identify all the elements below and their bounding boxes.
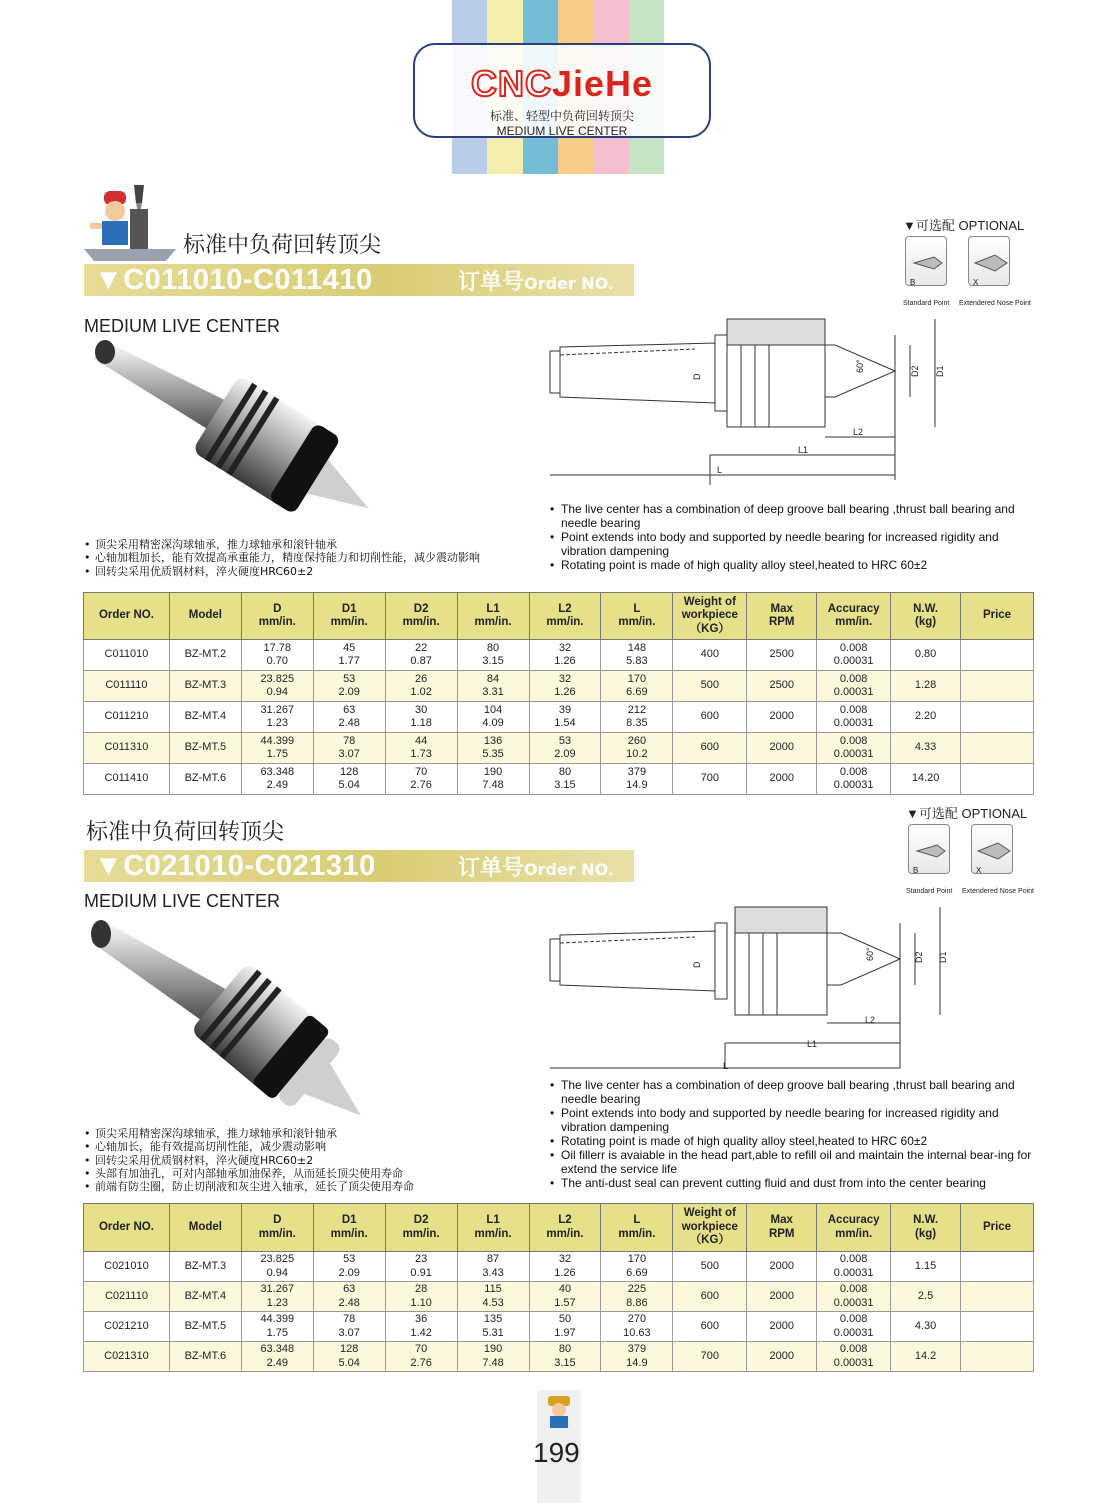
cell-model: BZ-MT.6 (169, 1342, 241, 1372)
section-2-title-cn: 标准中负荷回转顶尖 (86, 820, 285, 845)
cell-d1: 63 2.48 (313, 1282, 385, 1312)
column-header: L2 mm/in. (529, 1204, 601, 1252)
cell-d1: 53 2.09 (313, 671, 385, 702)
section-2-title-en: MEDIUM LIVE CENTER (84, 891, 281, 911)
cell-d2: 26 1.02 (385, 671, 457, 702)
column-header: Price (961, 593, 1034, 640)
product-photo-1 (85, 340, 395, 530)
cell-price (961, 1252, 1034, 1282)
column-header: N.W. (kg) (891, 593, 961, 640)
column-header: Accuracy mm/in. (817, 1204, 891, 1252)
cell-acc: 0.008 0.00031 (817, 1342, 891, 1372)
cell-rpm: 2000 (747, 1342, 817, 1372)
optional-label: ▼可选配 OPTIONAL (903, 218, 1025, 233)
cell-d1: 45 1.77 (313, 640, 385, 671)
svg-text:X: X (973, 278, 979, 287)
cell-model: BZ-MT.3 (169, 671, 241, 702)
cell-l1: 190 7.48 (457, 764, 529, 795)
cell-weight: 600 (673, 1282, 747, 1312)
cell-d: 23.825 0.94 (241, 671, 313, 702)
column-header: Accuracy mm/in. (817, 593, 891, 640)
cell-nw: 14.20 (891, 764, 961, 795)
cell-l: 379 14.9 (601, 764, 673, 795)
feature-item: • Point extends into body and supported by needle bearing for increased rigidity and vibration dampening (550, 1106, 1035, 1134)
section-2-features-cn (84, 1127, 544, 1193)
cell-acc: 0.008 0.00031 (817, 640, 891, 671)
cell-l2: 80 3.15 (529, 1342, 601, 1372)
column-header: Weight of workpiece （KG） (673, 1204, 747, 1252)
technical-drawing-1 (545, 315, 950, 485)
cell-order: C021110 (84, 1282, 170, 1312)
cell-d2: 70 2.76 (385, 1342, 457, 1372)
cell-weight: 500 (673, 1252, 747, 1282)
standard-point-option (908, 824, 950, 874)
cell-rpm: 2000 (747, 702, 817, 733)
brand-subtitle-cn: 标准、轻型中负荷回转顶尖 (489, 109, 634, 123)
feature-item: • 头部有加油孔，可对内部轴承加油保养，从而延长顶尖使用寿命 (84, 1167, 544, 1180)
column-header: L2 mm/in. (529, 593, 601, 640)
cell-weight: 600 (673, 702, 747, 733)
cell-rpm: 2000 (747, 1312, 817, 1342)
cell-nw: 2.5 (891, 1282, 961, 1312)
cell-d: 63.348 2.49 (241, 764, 313, 795)
feature-item: • Oil fillerr is avaiable in the head part,able to refill oil and maintain the internal bear-ing for extend the service life (550, 1148, 1035, 1176)
technical-drawing-2 (545, 903, 950, 1073)
cell-l2: 40 1.57 (529, 1282, 601, 1312)
cell-order: C011410 (84, 764, 170, 795)
extended-nose-point-caption: Extendered Nose Point (959, 300, 1031, 307)
cell-weight: 700 (673, 764, 747, 795)
feature-item: • 回转尖采用优质钢材料，淬火硬度HRC60±2 (84, 1154, 544, 1167)
column-header: Model (169, 1204, 241, 1252)
section-2-order-range: ▼C021010-C021310 (94, 849, 376, 882)
svg-text:D: D (692, 961, 702, 968)
section-1-features-en (550, 502, 1035, 572)
cell-rpm: 2000 (747, 764, 817, 795)
feature-item: • 顶尖采用精密深沟球轴承，推力球轴承和滚针轴承 (84, 1127, 544, 1140)
cell-weight: 700 (673, 1342, 747, 1372)
extended-nose-point-option (971, 824, 1013, 874)
cell-order: C011310 (84, 733, 170, 764)
order-no-label: 订单号Order NO. (458, 270, 614, 295)
table-row (84, 1282, 1034, 1312)
column-header: L1 mm/in. (457, 593, 529, 640)
cell-price (961, 733, 1034, 764)
standard-point-option (905, 236, 947, 286)
cell-model: BZ-MT.5 (169, 1312, 241, 1342)
page-number: 199 (533, 1437, 580, 1468)
svg-text:L: L (723, 1061, 729, 1071)
table-row (84, 640, 1034, 671)
cell-d: 44.399 1.75 (241, 733, 313, 764)
table-header-row (84, 593, 1034, 640)
product-photo-2 (85, 920, 385, 1125)
column-header: D1 mm/in. (313, 593, 385, 640)
cell-d: 23.825 0.94 (241, 1252, 313, 1282)
svg-text:60°: 60° (865, 947, 875, 961)
cell-weight: 400 (673, 640, 747, 671)
column-header: D2 mm/in. (385, 1204, 457, 1252)
brand-header (413, 43, 711, 138)
column-header: Max RPM (747, 1204, 817, 1252)
column-header: D mm/in. (241, 593, 313, 640)
cell-acc: 0.008 0.00031 (817, 764, 891, 795)
svg-text:B: B (913, 866, 919, 875)
cell-price (961, 1312, 1034, 1342)
cell-nw: 2.20 (891, 702, 961, 733)
cell-l2: 80 3.15 (529, 764, 601, 795)
cell-d: 44.399 1.75 (241, 1312, 313, 1342)
section-2-order-bar (84, 850, 634, 882)
column-header: L mm/in. (601, 1204, 673, 1252)
cell-d1: 78 3.07 (313, 733, 385, 764)
cell-l1: 135 5.31 (457, 1312, 529, 1342)
cell-d1: 53 2.09 (313, 1252, 385, 1282)
brand-logo: CNCJieHe (470, 63, 654, 104)
cell-d2: 70 2.76 (385, 764, 457, 795)
cell-d1: 78 3.07 (313, 1312, 385, 1342)
cell-order: C011110 (84, 671, 170, 702)
section-1-title-cn: 标准中负荷回转顶尖 (183, 233, 382, 258)
cell-d2: 44 1.73 (385, 733, 457, 764)
mascot-illustration (80, 183, 180, 263)
svg-text:L2: L2 (853, 427, 864, 437)
cell-l1: 104 4.09 (457, 702, 529, 733)
column-header: Model (169, 593, 241, 640)
section-1-title-en: MEDIUM LIVE CENTER (84, 316, 281, 336)
cell-l2: 32 1.26 (529, 1252, 601, 1282)
svg-text:B: B (910, 278, 916, 287)
cell-weight: 600 (673, 1312, 747, 1342)
optional-label: ▼可选配 OPTIONAL (906, 806, 1028, 821)
section-1-features-cn (84, 538, 554, 578)
table-header-row (84, 1204, 1034, 1252)
svg-text:L1: L1 (798, 445, 809, 455)
svg-text:L1: L1 (807, 1039, 818, 1049)
extended-nose-point-icon (972, 825, 1014, 875)
cell-l2: 39 1.54 (529, 702, 601, 733)
table-row (84, 1312, 1034, 1342)
column-header: Order NO. (84, 1204, 170, 1252)
cell-rpm: 2000 (747, 1252, 817, 1282)
extended-nose-point-icon (969, 237, 1011, 287)
cell-d: 31.267 1.23 (241, 1282, 313, 1312)
cell-l1: 80 3.15 (457, 640, 529, 671)
cell-model: BZ-MT.4 (169, 702, 241, 733)
feature-item: • 前端有防尘圈，防止切削液和灰尘进入轴承，延长了顶尖使用寿命 (84, 1180, 544, 1193)
svg-text:D2: D2 (914, 951, 924, 963)
cell-d1: 128 5.04 (313, 1342, 385, 1372)
cell-nw: 1.28 (891, 671, 961, 702)
cell-nw: 4.33 (891, 733, 961, 764)
cell-l: 225 8.86 (601, 1282, 673, 1312)
cell-d2: 28 1.10 (385, 1282, 457, 1312)
cell-rpm: 2000 (747, 1282, 817, 1312)
cell-d2: 23 0.91 (385, 1252, 457, 1282)
cell-price (961, 1282, 1034, 1312)
cell-rpm: 2500 (747, 640, 817, 671)
cell-price (961, 671, 1034, 702)
feature-item: • The live center has a combination of deep groove ball bearing ,thrust ball bearing and needle bearing (550, 1078, 1035, 1106)
cell-order: C021310 (84, 1342, 170, 1372)
cell-l: 379 14.9 (601, 1342, 673, 1372)
cell-d1: 63 2.48 (313, 702, 385, 733)
extended-nose-point-option (968, 236, 1010, 286)
table-row (84, 1252, 1034, 1282)
feature-item: • Rotating point is made of high quality alloy steel,heated to HRC 60±2 (550, 558, 1035, 572)
section-1-order-range: ▼C011010-C011410 (94, 263, 373, 296)
column-header: L mm/in. (601, 593, 673, 640)
cell-weight: 500 (673, 671, 747, 702)
section-2-features-en (550, 1078, 1035, 1190)
cell-order: C011010 (84, 640, 170, 671)
cell-acc: 0.008 0.00031 (817, 1252, 891, 1282)
column-header: Price (961, 1204, 1034, 1252)
cell-rpm: 2000 (747, 733, 817, 764)
table-row (84, 764, 1034, 795)
cell-price (961, 702, 1034, 733)
cell-weight: 600 (673, 733, 747, 764)
cell-nw: 0.80 (891, 640, 961, 671)
cell-model: BZ-MT.5 (169, 733, 241, 764)
cell-l: 260 10.2 (601, 733, 673, 764)
cell-d: 63.348 2.49 (241, 1342, 313, 1372)
table-row (84, 733, 1034, 764)
column-header: D2 mm/in. (385, 593, 457, 640)
svg-text:D1: D1 (935, 365, 945, 377)
table-row (84, 1342, 1034, 1372)
feature-item: • 心轴加长，能有效提高切削性能，减少震动影响 (84, 1140, 544, 1153)
cell-model: BZ-MT.2 (169, 640, 241, 671)
feature-item: • The anti-dust seal can prevent cutting fluid and dust from into the center bearing (550, 1176, 1035, 1190)
cell-l: 148 5.83 (601, 640, 673, 671)
cell-model: BZ-MT.3 (169, 1252, 241, 1282)
standard-point-icon (906, 237, 948, 287)
column-header: N.W. (kg) (891, 1204, 961, 1252)
standard-point-caption: Standard Point (903, 300, 950, 307)
brand-subtitle-en: MEDIUM LIVE CENTER (496, 124, 628, 138)
cell-nw: 1.15 (891, 1252, 961, 1282)
cell-l2: 50 1.97 (529, 1312, 601, 1342)
cell-l2: 32 1.26 (529, 671, 601, 702)
svg-text:60°: 60° (855, 359, 865, 373)
table-row (84, 671, 1034, 702)
cell-d2: 30 1.18 (385, 702, 457, 733)
cell-acc: 0.008 0.00031 (817, 1282, 891, 1312)
cell-order: C011210 (84, 702, 170, 733)
extended-nose-point-caption: Extendered Nose Point (962, 888, 1034, 895)
order-no-label: 订单号Order NO. (458, 856, 614, 881)
cell-nw: 4.30 (891, 1312, 961, 1342)
column-header: Order NO. (84, 593, 170, 640)
cell-l1: 190 7.48 (457, 1342, 529, 1372)
table-row (84, 702, 1034, 733)
cell-d1: 128 5.04 (313, 764, 385, 795)
feature-item: • Rotating point is made of high quality alloy steel,heated to HRC 60±2 (550, 1134, 1035, 1148)
svg-text:D1: D1 (938, 951, 948, 963)
cell-rpm: 2500 (747, 671, 817, 702)
cell-d: 31.267 1.23 (241, 702, 313, 733)
svg-text:D: D (692, 373, 702, 380)
section-1-order-bar (84, 264, 634, 296)
column-header: Weight of workpiece （KG） (673, 593, 747, 640)
column-header: D1 mm/in. (313, 1204, 385, 1252)
feature-item: • The live center has a combination of deep groove ball bearing ,thrust ball bearing and needle bearing (550, 502, 1035, 530)
cell-nw: 14.2 (891, 1342, 961, 1372)
svg-text:D2: D2 (910, 365, 920, 377)
cell-l1: 87 3.43 (457, 1252, 529, 1282)
cell-l: 212 8.35 (601, 702, 673, 733)
cell-l: 170 6.69 (601, 671, 673, 702)
cell-acc: 0.008 0.00031 (817, 702, 891, 733)
feature-item: • 心轴加粗加长，能有效提高承重能力，精度保持能力和切削性能，减少震动影响 (84, 551, 554, 564)
cell-l2: 53 2.09 (529, 733, 601, 764)
cell-price (961, 764, 1034, 795)
cell-acc: 0.008 0.00031 (817, 671, 891, 702)
cell-d2: 22 0.87 (385, 640, 457, 671)
cell-d: 17.78 0.70 (241, 640, 313, 671)
svg-text:L2: L2 (865, 1015, 876, 1025)
cell-l1: 115 4.53 (457, 1282, 529, 1312)
column-header: Max RPM (747, 593, 817, 640)
cell-l1: 136 5.35 (457, 733, 529, 764)
column-header: L1 mm/in. (457, 1204, 529, 1252)
svg-text:X: X (976, 866, 982, 875)
cell-order: C021010 (84, 1252, 170, 1282)
feature-item: • 顶尖采用精密深沟球轴承，推力球轴承和滚针轴承 (84, 538, 554, 551)
cell-l1: 84 3.31 (457, 671, 529, 702)
cell-order: C021210 (84, 1312, 170, 1342)
cell-acc: 0.008 0.00031 (817, 1312, 891, 1342)
cell-l: 270 10.63 (601, 1312, 673, 1342)
section-2-spec-table (83, 1203, 1034, 1372)
feature-item: • 回转尖采用优质钢材料，淬火硬度HRC60±2 (84, 565, 554, 578)
footer-mascot-icon (544, 1394, 574, 1430)
cell-l: 170 6.69 (601, 1252, 673, 1282)
svg-text:L: L (717, 465, 723, 475)
section-1-spec-table (83, 592, 1034, 795)
cell-d2: 36 1.42 (385, 1312, 457, 1342)
feature-item: • Point extends into body and supported by needle bearing for increased rigidity and vibration dampening (550, 530, 1035, 558)
cell-l2: 32 1.26 (529, 640, 601, 671)
cell-price (961, 1342, 1034, 1372)
cell-model: BZ-MT.6 (169, 764, 241, 795)
cell-model: BZ-MT.4 (169, 1282, 241, 1312)
cell-acc: 0.008 0.00031 (817, 733, 891, 764)
cell-price (961, 640, 1034, 671)
column-header: D mm/in. (241, 1204, 313, 1252)
standard-point-caption: Standard Point (906, 888, 953, 895)
standard-point-icon (909, 825, 951, 875)
